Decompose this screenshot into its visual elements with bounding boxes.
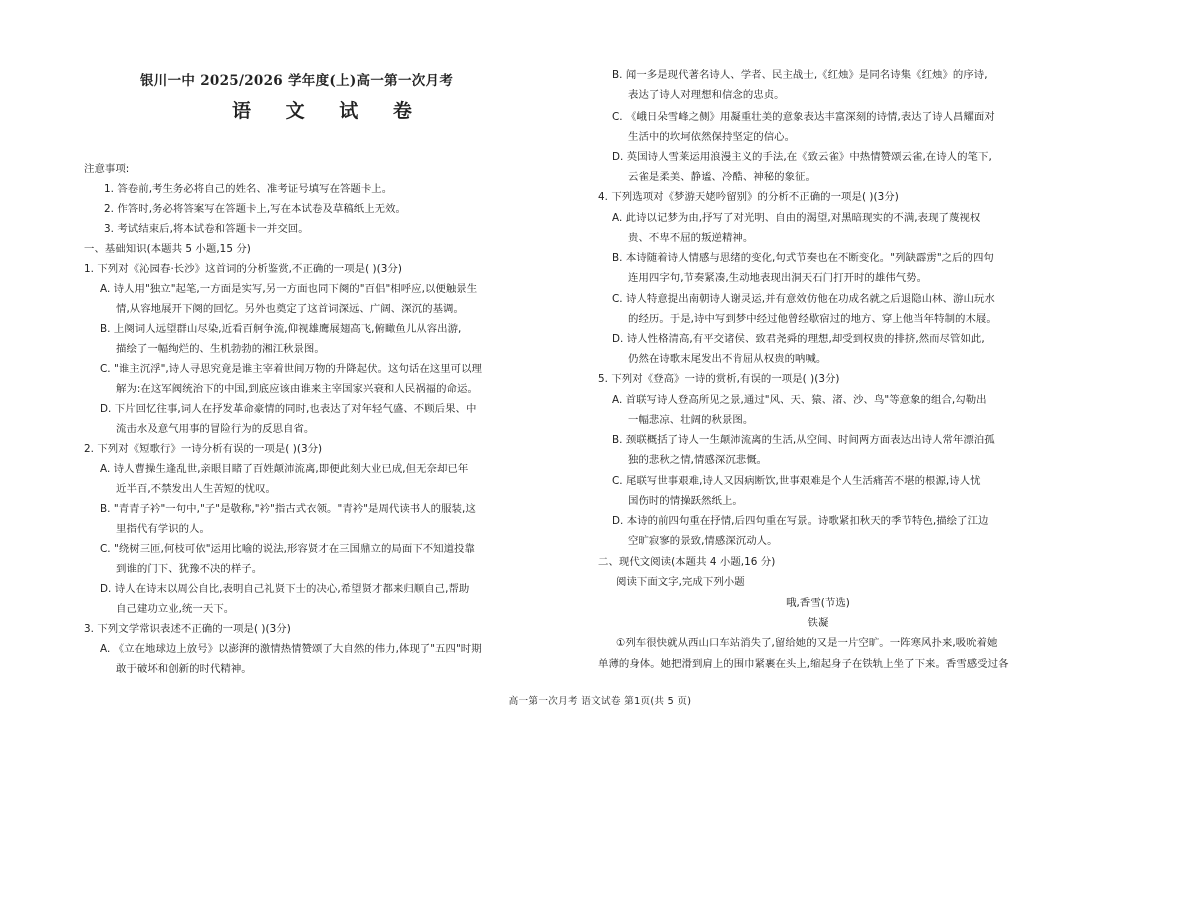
option-line: 表达了诗人对理想和信念的忠贞。 (628, 89, 785, 101)
option-line: A. 此诗以记梦为由,抒写了对光明、自由的渴望,对黑暗现实的不满,表现了蔑视权 (612, 212, 981, 224)
question-stem: 5. 下列对《登高》一诗的赏析,有误的一项是( )(3分) (598, 373, 840, 385)
option-line: B. 上阕词人远望群山尽染,近看百舸争流,仰视雄鹰展翅高飞,俯瞰鱼儿从容出游, (100, 323, 462, 335)
option-line: C. 诗人特意提出南朝诗人谢灵运,并有意效仿他在功成名就之后退隐山林、游山玩水 (612, 293, 995, 305)
option-line: 一幅悲凉、壮阔的秋景图。 (628, 414, 754, 426)
option-line: 流击水及意气用事的冒险行为的反思自省。 (116, 423, 315, 435)
section-heading: 二、现代文阅读(本题共 4 小题,16 分) (598, 556, 776, 568)
option-line: 描绘了一幅绚烂的、生机勃勃的湘江秋景图。 (116, 343, 325, 355)
option-line: 到谁的门下、犹豫不决的样子。 (116, 563, 263, 575)
notes-item: 3. 考试结束后,将本试卷和答题卡一并交回。 (104, 223, 309, 235)
option-line: 的经历。于是,诗中写到梦中经过他曾经歇宿过的地方、穿上他当年特制的木屐。 (628, 313, 997, 325)
option-line: A. 首联写诗人登高所见之景,通过"风、天、猿、渚、沙、鸟"等意象的组合,勾勒出 (612, 394, 987, 406)
option-line: D. 诗人性格清高,有平交诸侯、致君尧舜的理想,却受到权贵的排挤,然而尽管如此, (612, 333, 985, 345)
option-line: D. 英国诗人雪莱运用浪漫主义的手法,在《致云雀》中热情赞颂云雀,在诗人的笔下, (612, 151, 992, 163)
option-line: 贵、不卑不屈的叛逆精神。 (628, 232, 754, 244)
option-line: B. 颈联概括了诗人一生颠沛流离的生活,从空间、时间两方面表达出诗人常年漂泊孤 (612, 434, 995, 446)
exam-title: 银川一中 2025/2026 学年度(上)高一第一次月考 (140, 73, 454, 89)
option-line: 空旷寂寥的景致,情感深沉动人。 (628, 535, 778, 547)
option-line: 解为:在这军阀统治下的中国,到底应该由谁来主宰国家兴衰和人民祸福的命运。 (116, 383, 478, 395)
option-line: C. 尾联写世事艰难,诗人又因病断饮,世事艰难是个人生活痛苦不堪的根源,诗人忧 (612, 475, 981, 487)
option-line: 生活中的坎坷依然保持坚定的信心。 (628, 131, 796, 143)
option-line: A. 《立在地球边上放号》以澎湃的激情热情赞颂了大自然的伟力,体现了"五四"时期 (100, 643, 482, 655)
notes-item: 2. 作答时,务必将答案写在答题卡上,写在本试卷及草稿纸上无效。 (104, 203, 406, 215)
page-footer: 高一第一次月考 语文试卷 第1页(共 5 页) (508, 696, 692, 707)
option-line: A. 诗人曹操生逢乱世,亲眼目睹了百姓颠沛流离,即便此刻大业已成,但无奈却已年 (100, 463, 469, 475)
passage-author: 铁凝 (807, 617, 829, 629)
option-line: 独的悲秋之情,情感深沉悲慨。 (628, 454, 768, 466)
notes-item: 1. 答卷前,考生务必将自己的姓名、准考证号填写在答题卡上。 (104, 183, 393, 195)
option-line: 里指代有学识的人。 (116, 523, 210, 535)
option-line: 国伤时的情操跃然纸上。 (628, 495, 743, 507)
question-stem: 3. 下列文学常识表述不正确的一项是( )(3分) (84, 623, 291, 635)
option-line: 云雀是柔美、静谧、冷酷、神秘的象征。 (628, 171, 816, 183)
option-line: B. 本诗随着诗人情感与思绪的变化,句式节奏也在不断变化。"列缺霹雳"之后的四句 (612, 252, 994, 264)
question-stem: 2. 下列对《短歌行》一诗分析有误的一项是( )(3分) (84, 443, 323, 455)
question-stem: 4. 下列选项对《梦游天姥吟留别》的分析不正确的一项是( )(3分) (598, 191, 899, 203)
option-line: B. "青青子衿"一句中,"子"是敬称,"衿"指古式衣领。"青衿"是周代读书人的服装,这 (100, 503, 476, 515)
option-line: A. 诗人用"独立"起笔,一方面是实写,另一方面也同下阕的"百侣"相呼应,以便触景生 (100, 283, 478, 295)
option-line: D. 本诗的前四句重在抒情,后四句重在写景。诗歌紧扣秋天的季节特色,描绘了江边 (612, 515, 989, 527)
option-line: C. "绕树三匝,何枝可依"运用比喻的说法,形容贤才在三国鼎立的局面下不知道投靠 (100, 543, 475, 555)
option-line: B. 闻一多是现代著名诗人、学者、民主战士,《红烛》是同名诗集《红烛》的序诗, (612, 69, 988, 81)
passage-paragraph: 单薄的身体。她把滑到肩上的围巾紧裹在头上,缩起身子在铁轨上坐了下来。香雪感受过各 (598, 658, 1009, 670)
section-heading: 一、基础知识(本题共 5 小题,15 分) (84, 243, 251, 255)
option-line: 连用四字句,节奏紧凑,生动地表现出洞天石门打开时的雄伟气势。 (628, 272, 928, 284)
notes-heading: 注意事项: (84, 163, 130, 175)
subject-title: 语 文 试 卷 (232, 100, 426, 122)
passage-paragraph: ①列车很快就从西山口车站消失了,留给她的又是一片空旷。一阵寒风扑来,吸吮着她 (616, 637, 998, 649)
option-line: C. "谁主沉浮",诗人寻思究竟是谁主宰着世间万物的升降起伏。这句话在这里可以理 (100, 363, 482, 375)
option-line: 近半百,不禁发出人生苦短的忧叹。 (116, 483, 276, 495)
question-stem: 1. 下列对《沁园春·长沙》这首词的分析鉴赏,不正确的一项是( )(3分) (84, 263, 402, 275)
option-line: D. 诗人在诗末以周公自比,表明自己礼贤下士的决心,希望贤才都来归顺自己,帮助 (100, 583, 470, 595)
option-line: 情,从容地展开下阕的回忆。另外也奠定了这首词深远、广阔、深沉的基调。 (116, 303, 464, 315)
passage-title: 哦,香雪(节选) (786, 597, 850, 609)
option-line: D. 下片回忆往事,词人在抒发革命豪情的同时,也表达了对年轻气盛、不顾后果、中 (100, 403, 477, 415)
reading-instruction: 阅读下面文字,完成下列小题 (616, 576, 745, 588)
option-line: 敢于破坏和创新的时代精神。 (116, 663, 252, 675)
option-line: 自己建功立业,统一天下。 (116, 603, 235, 615)
option-line: C. 《峨日朵雪峰之侧》用凝重壮美的意象表达丰富深刻的诗情,表达了诗人昌耀面对 (612, 111, 995, 123)
option-line: 仍然在诗歌末尾发出不肯屈从权贵的呐喊。 (628, 353, 827, 365)
